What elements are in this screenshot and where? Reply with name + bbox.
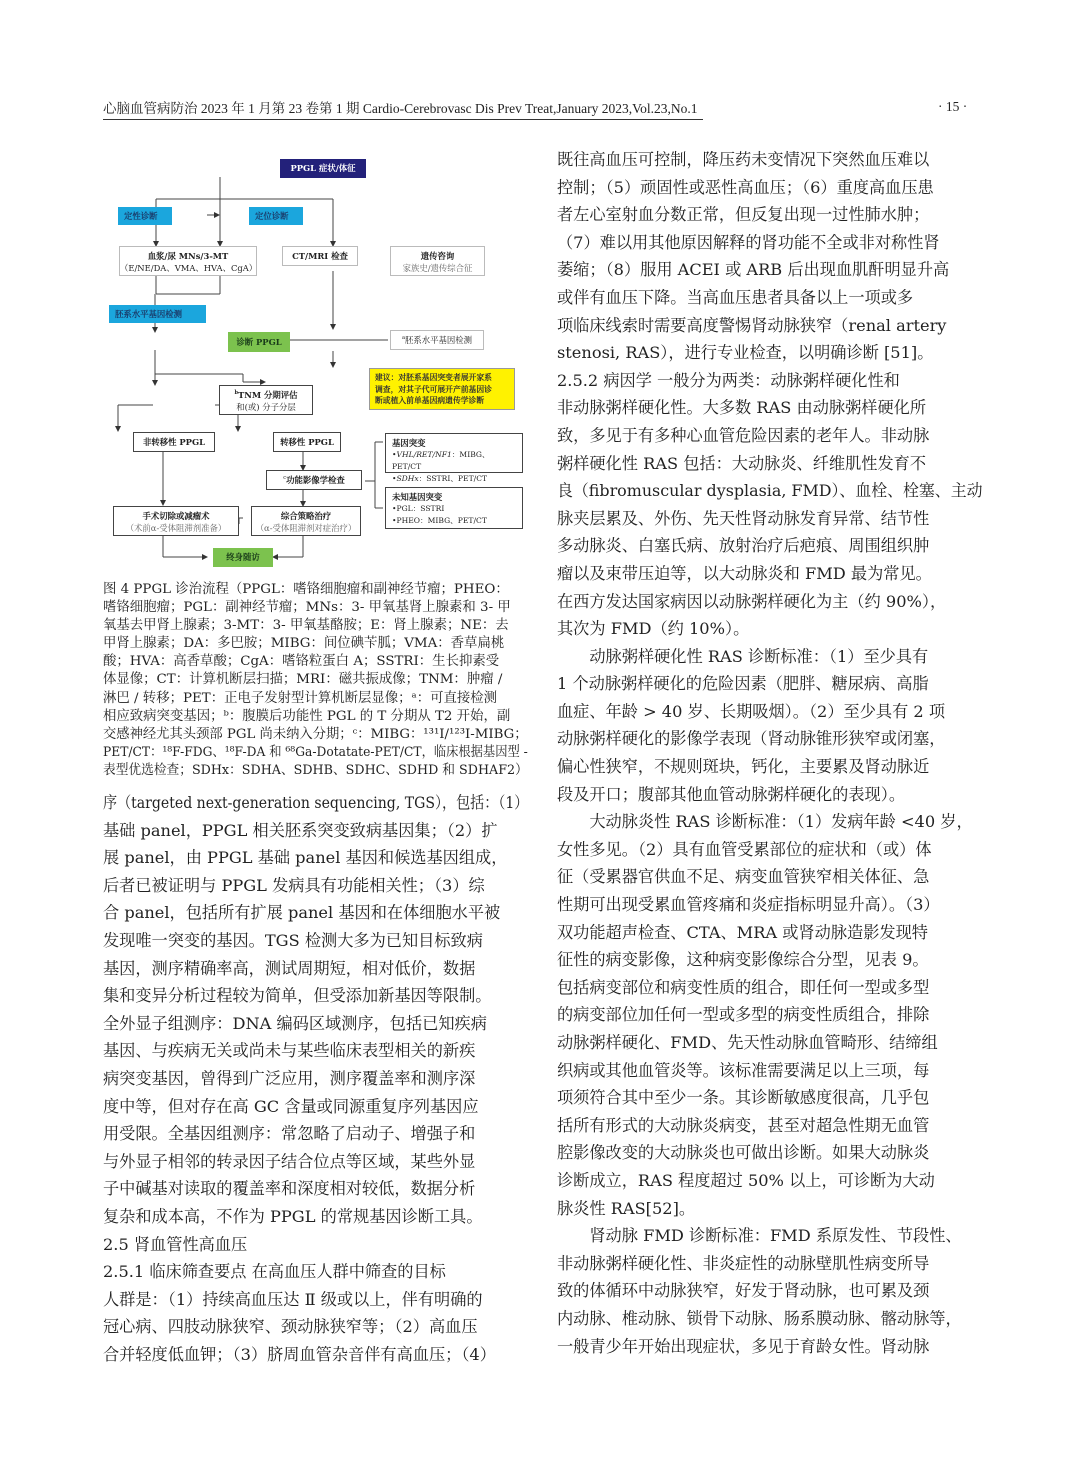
body-line: 大动脉炎性 RAS 诊断标准：（1）发病年龄 <40 岁，: [557, 812, 973, 832]
label-germline-testing: [109, 305, 206, 323]
body-line: 偏心性狭窄，不规则斑块，钙化，主要累及肾动脉近: [557, 757, 930, 777]
node-unknown-mutation-item: •PHEO：MIBG、PET/CT: [392, 516, 487, 525]
body-line: 女性多见。（2）具有血管受累部位的症状和（或）体: [557, 839, 932, 859]
body-line: 性期可出现受累血管疼痛和炎症指标明显升高）。（3）: [557, 895, 940, 915]
node-advice-line: 建议：对胚系基因突变者展开家系: [375, 373, 492, 382]
body-line: 或伴有血压下降。当高血压患者具备以上一项或多: [557, 287, 914, 307]
footnote-b-marker: b: [234, 390, 238, 397]
node-advice: [369, 368, 515, 410]
node-non-metastatic-label: 非转移性 PPGL: [142, 437, 206, 447]
node-unknown-mutation-title: 未知基因突变: [392, 492, 443, 502]
body-line: 征（受累器官供血不足、病变血管狭窄相关体征、急: [557, 867, 930, 887]
body-line: 其次为 FMD（约 10%）。: [557, 619, 750, 639]
body-line: （7）难以用其他原因解释的肾功能不全或非对称性肾: [557, 232, 940, 252]
node-gene-mutation-title: 基因突变: [392, 438, 426, 448]
left-column-text: [103, 789, 528, 1368]
body-line: 基因，测序精确率高，测试周期短，相对低价，数据: [103, 958, 476, 978]
body-line: 项须符合其中至少一条。其诊断敏感度很高，几乎包: [557, 1088, 930, 1108]
body-line: 包括病变部位和病变性质的组合，即任何一型或多型: [557, 977, 930, 997]
body-line: 瘤以及束带压迫等，以大动脉炎和 FMD 最为常见。: [557, 563, 932, 583]
body-line: 合并轻度低血钾；（3）脐周血管杂音伴有高血压；（4）: [103, 1344, 496, 1364]
body-line: 集和变异分析过程较为简单，但受添加新基因等限制。: [103, 986, 492, 1006]
body-line: 病突变基因，曾得到广泛应用，测序覆盖率和测序深: [103, 1068, 476, 1088]
caption-line: 体显像；CT：计算机断层扫描；MRI：磁共振成像；TNM：肿瘤 /: [103, 672, 503, 688]
figure-caption: [103, 581, 528, 780]
body-line: 用受限。全基因组测序：常忽略了启动子、增强子和: [103, 1124, 476, 1144]
body-line: 者左心室射血分数正常，但反复出现一过性肺水肿；: [557, 205, 930, 225]
node-surgery-detail: （术前α-受体阻滞剂准备）: [125, 523, 227, 533]
node-non-metastatic: [133, 432, 215, 452]
body-line: 人群是：（1）持续高血压达 Ⅱ 级或以上，伴有明确的: [103, 1289, 483, 1309]
node-surgery-title: 手术切除或减瘤术: [142, 511, 210, 521]
body-line: 动脉粥样硬化的影像学表现（肾动脉锥形狭窄或闭塞，: [557, 729, 946, 749]
body-line: 良（fibromuscular dysplasia, FMD）、血栓、栓塞、主动: [557, 481, 983, 501]
body-line: 既往高血压可控制，降压药未变情况下突然血压难以: [557, 150, 930, 169]
gene-imaging: ：SSTRI、PET/CT: [418, 474, 488, 483]
journal-citation: 心脑血管病防治 2023 年 1 月第 23 卷第 1 期 Cardio-Cerebrovasc Dis Prev Treat,January 2023,Vol.23,No.1: [103, 101, 698, 116]
body-line: 多动脉炎、白塞氏病、放射治疗后疤痕、周围组织肿: [557, 536, 930, 556]
body-line: 控制；（5）顽固性或恶性高血压；（6）重度高血压患: [557, 177, 934, 197]
body-line: 织病或其他血管炎等。该标准需要满足以上三项，每: [557, 1060, 930, 1080]
right-column-text: [557, 146, 982, 1360]
body-line: 子中碱基对读取的覆盖率和深度相对较低，数据分析: [103, 1179, 476, 1199]
running-header: [103, 99, 703, 120]
label-qualitative-diagnosis: [118, 207, 172, 225]
node-genetic-counseling: [390, 246, 485, 276]
node-tnm-staging-detail: 和(或) 分子分层: [236, 402, 296, 412]
node-combined-therapy: [251, 506, 361, 536]
node-tnm-staging-title: TNM 分期评估: [237, 390, 298, 400]
body-line: 后者已被证明与 PPGL 发病具有功能相关性；（3）综: [103, 875, 485, 895]
caption-line: PET/CT：¹⁸F-FDG、¹⁸F-DA 和 ⁶⁸Ga-Dotatate-PET/CT，临床根据基因型 -: [103, 744, 528, 760]
label-germline-testing-text: 胚系水平基因检测: [115, 309, 182, 319]
node-ppgl-symptoms: [280, 159, 366, 178]
node-functional-imaging: [266, 470, 362, 490]
body-line: 内动脉、椎动脉、锁骨下动脉、肠系膜动脉、髂动脉等，: [557, 1308, 962, 1328]
body-line: 脉炎性 RAS[52]。: [557, 1198, 696, 1218]
node-diagnose-ppgl-label: 诊断 PPGL: [236, 337, 282, 347]
page-number: · 15 ·: [938, 99, 968, 114]
body-line: 动脉粥样硬化性 RAS 诊断标准：（1）至少具有: [557, 646, 929, 666]
caption-line: 交感神经尤其头颈部 PGL 尚未纳入分期；ᶜ：MIBG：¹³¹I/¹²³I-MIBG；: [103, 726, 528, 742]
node-ct-mri-label: CT/MRI 检查: [292, 251, 348, 261]
body-line: 的病变部位加任何一型或多型的病变性质组合，排除: [557, 1005, 930, 1025]
body-line: 腔影像改变的大动脉炎也可做出诊断。如果大动脉炎: [557, 1143, 930, 1163]
node-metastatic: [273, 432, 341, 452]
footnote-a-marker: a: [402, 335, 405, 342]
body-line: 粥样硬化性 RAS 包括：大动脉炎、纤维肌性发育不: [557, 453, 927, 473]
body-line: 基因、与疾病无关或尚未与某些临床表型相关的新疾: [103, 1041, 476, 1061]
body-line: 非动脉粥样硬化性。大多数 RAS 由动脉粥样硬化所: [557, 398, 927, 418]
body-line: 脉夹层累及、外伤、先天性肾动脉发育异常、结节性: [557, 508, 930, 528]
caption-line: 嗜铬细胞瘤；PGL：副神经节瘤；MNs：3- 甲氧基肾上腺素和 3- 甲: [103, 600, 511, 616]
node-tnm-staging: [219, 385, 313, 415]
label-localization-diagnosis: [249, 207, 303, 225]
body-line: 展 panel，由 PPGL 基础 panel 基因和候选基因组成，: [103, 848, 508, 868]
node-combined-therapy-title: 综合策略治疗: [280, 511, 332, 521]
body-line: 非动脉粥样硬化性、非炎症性的动脉壁肌性病变所导: [557, 1253, 930, 1273]
label-qualitative-diagnosis-text: 定性诊断: [124, 211, 158, 221]
body-line: 与外显子相邻的转录因子结合位点等区域，某些外显: [103, 1151, 476, 1171]
body-line: 血症、年龄 > 40 岁、长期吸烟）。（2）至少具有 2 项: [557, 701, 946, 721]
body-line: 动脉粥样硬化、FMD、先天性动脉血管畸形、结缔组: [557, 1033, 938, 1052]
caption-line: 相应致病突变基因；ᵇ：腹膜后功能性 PGL 的 T 分期从 T2 开始，副: [103, 708, 511, 724]
body-line: 萎缩；（8）服用 ACEI 或 ARB 后出现血肌酐明显升高: [557, 260, 950, 280]
caption-line: 图 4 PPGL 诊治流程（PPGL：嗜铬细胞瘤和副神经节瘤；PHEO：: [103, 582, 509, 597]
body-line: 合 panel，包括所有扩展 panel 基因和在体细胞水平被: [103, 903, 501, 923]
body-line: 复杂和成本高，不作为 PPGL 的常规基因诊断工具。: [103, 1206, 483, 1226]
body-line: 肾动脉 FMD 诊断标准：FMD 系原发性、节段性、: [557, 1226, 962, 1246]
gene-name: VHL/RET/NF1: [396, 450, 452, 459]
gene-imaging: ：MIBG、PET/CT: [392, 450, 490, 471]
node-diagnose-ppgl: [228, 332, 290, 352]
node-lifelong-followup: [213, 548, 273, 567]
node-blood-urine-detail: （E/NE/DA、VMA、HVA、CgA）: [120, 263, 258, 273]
body-line: 1 个动脉粥样硬化的危险因素（肥胖、糖尿病、高脂: [557, 674, 929, 694]
node-gene-mutation-item: •SDHx：SSTRI、PET/CT: [392, 474, 488, 483]
body-line: 发现唯一突变的基因。TGS 检测大多为已知目标致病: [103, 930, 483, 950]
node-germline-testing-right: [390, 330, 484, 350]
caption-line: 淋巴 / 转移；PET：正电子发射型计算机断层显像；ᵃ：可直接检测: [103, 690, 498, 706]
body-line: stenosi, RAS），进行专业检查，以明确诊断 [51]。: [557, 343, 934, 363]
footnote-c-marker: c: [283, 475, 287, 482]
body-line: 全外显子组测序：DNA 编码区域测序，包括已知疾病: [103, 1013, 487, 1033]
body-line: 诊断成立，RAS 程度超过 50% 以上，可诊断为大动: [557, 1170, 935, 1190]
node-metastatic-label: 转移性 PPGL: [280, 437, 334, 447]
node-gene-mutation: [385, 433, 523, 483]
gene-name: SDHx: [396, 474, 419, 483]
body-line: 度中等，但对存在高 GC 含量或同源重复序列基因应: [103, 1096, 479, 1116]
body-line: 在西方发达国家病因以动脉粥样硬化为主（约 90%），: [557, 591, 947, 611]
body-line: 项临床线索时需要高度警惕肾动脉狭窄（renal artery: [557, 315, 947, 335]
caption-line: 酸；HVA：高香草酸；CgA：嗜铬粒蛋白 A；SSTRI：生长抑素受: [103, 654, 500, 670]
node-ppgl-symptoms-label: PPGL 症状/体征: [290, 163, 356, 173]
node-lifelong-followup-label: 终身随访: [226, 552, 260, 562]
label-localization-diagnosis-text: 定位诊断: [255, 211, 289, 221]
caption-line: 氧基去甲肾上腺素；3-MT：3- 甲氧基酪胺；E：肾上腺素；NE：去: [103, 618, 509, 634]
body-line: 征性的病变影像，这种病变影像综合分型，见表 9。: [557, 950, 929, 970]
body-line: 括所有形式的大动脉炎病变，甚至对超急性期无血管: [557, 1115, 930, 1135]
body-line: 一般青少年开始出现症状，多见于育龄女性。肾动脉: [557, 1336, 930, 1356]
body-line: 致，多见于有多种心血管危险因素的老年人。非动脉: [557, 425, 930, 445]
figure-4-flowchart: [103, 152, 528, 572]
node-surgery: [113, 506, 239, 536]
node-gene-mutation-item: •VHL/RET/NF1：MIBG、PET/CT: [392, 450, 490, 471]
body-line: 基础 panel，PPGL 相关胚系突变致病基因集；（2）扩: [103, 820, 498, 840]
node-unknown-mutation: [385, 487, 523, 529]
node-advice-line: 调查，对其子代可展开产前基因诊: [375, 384, 492, 394]
node-unknown-mutation-item: •PGL：SSTRI: [392, 504, 445, 513]
node-genetic-counseling-detail: 家族史/遗传综合征: [402, 263, 473, 273]
body-line: 冠心病、四肢动脉狭窄、颈动脉狭窄等；（2）高血压: [103, 1317, 478, 1337]
body-line: 段及开口；腹部其他血管动脉粥样硬化的表现）。: [557, 784, 906, 804]
node-germline-testing-right-label: 胚系水平基因检测: [405, 335, 472, 345]
subsection-heading-line: 2.5.1 临床筛查要点 在高血压人群中筛查的目标: [103, 1262, 446, 1282]
node-genetic-counseling-title: 遗传咨询: [420, 251, 455, 261]
caption-line: 表型优选检查；SDHx：SDHA、SDHB、SDHC、SDHD 和 SDHAF2）: [103, 762, 528, 778]
body-line: 序（targeted next-generation sequencing, TGS），包括：（1）: [103, 793, 529, 812]
body-line: 致的体循环中动脉狭窄，好发于肾动脉，也可累及颈: [557, 1281, 930, 1301]
node-advice-line: 断或植入前单基因病遗传学诊断: [375, 396, 485, 405]
subsection-heading-line: 2.5.2 病因学 一般分为两类：动脉粥样硬化性和: [557, 370, 900, 390]
node-blood-urine-title: 血浆/尿 MNs/3-MT: [147, 251, 229, 261]
node-combined-therapy-detail: （α-受体阻滞剂对症治疗）: [255, 523, 357, 533]
section-heading: 2.5 肾血管性高血压: [103, 1234, 248, 1254]
node-blood-urine-tests: [119, 246, 257, 276]
body-line: 双功能超声检查、CTA、MRA 或肾动脉造影发现特: [557, 922, 928, 942]
node-ct-mri: [282, 246, 358, 266]
caption-line: 甲肾上腺素；DA：多巴胺；MIBG：间位碘苄胍；VMA：香草扁桃: [103, 636, 505, 652]
node-functional-imaging-label: 功能影像学检查: [286, 475, 345, 485]
